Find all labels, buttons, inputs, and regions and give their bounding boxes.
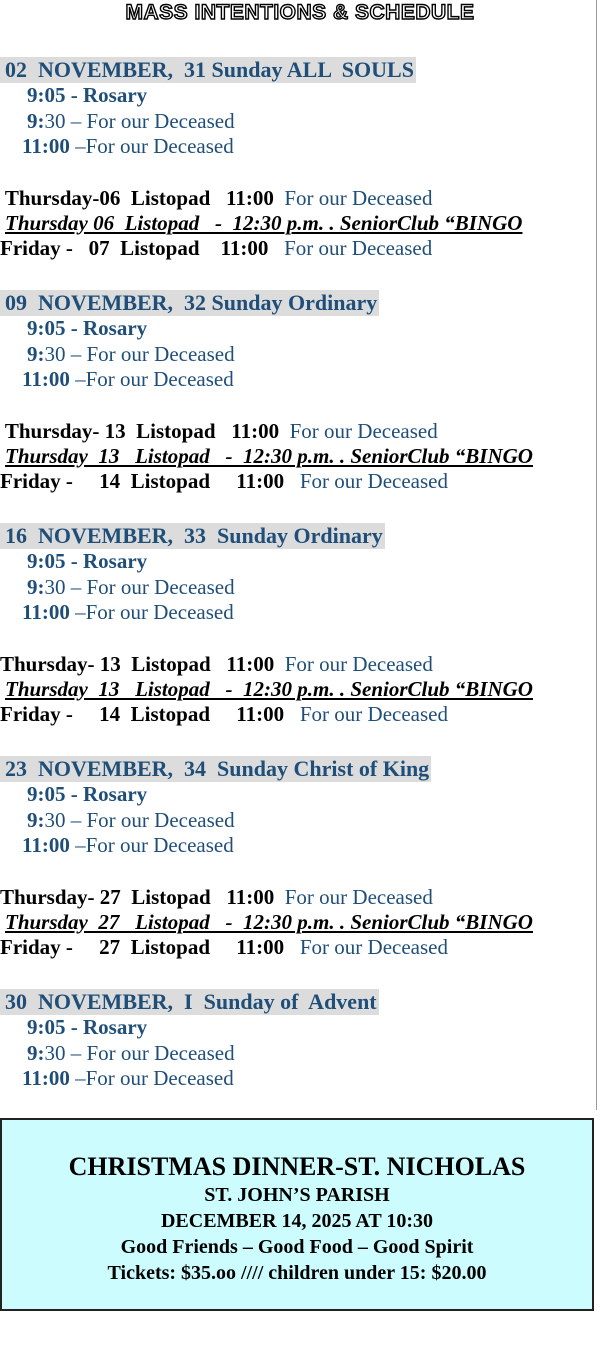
week-block-3 (0, 523, 600, 727)
sunday-header: 09 NOVEMBER, 32 Sunday Ordinary (0, 290, 379, 316)
friday-mass: Friday - 07 Listopad 11:00 For our Deceased (0, 235, 433, 260)
friday-mass: Friday - 14 Listopad 11:00 For our Deceased (0, 701, 448, 726)
mass-rosary: 9:05 - Rosary (27, 83, 148, 107)
banner-parish: ST. JOHN’S PARISH (204, 1184, 390, 1206)
thursday-mass: Thursday- 13 Listopad 11:00 For our Deceased (0, 418, 438, 443)
week-block-1 (0, 57, 600, 261)
sunday-header: 30 NOVEMBER, I Sunday of Advent (0, 989, 379, 1015)
mass-930: 9:30 – For our Deceased (27, 341, 235, 366)
banner-slogan: Good Friends – Good Food – Good Spirit (120, 1236, 474, 1258)
mass-1100: 11:00 –For our Deceased (22, 134, 234, 158)
page-title: MASS INTENTIONS & SCHEDULE (125, 1, 475, 24)
friday-mass: Friday - 27 Listopad 11:00 For our Deceased (0, 934, 448, 959)
bingo-notice: Thursday 27 Listopad - 12:30 p.m. . SeniorClub “BINGO (5, 909, 533, 934)
christmas-dinner-banner (0, 1118, 594, 1311)
mass-1100: 11:00 –For our Deceased (22, 600, 234, 624)
mass-rosary: 9:05 - Rosary (27, 1015, 148, 1039)
friday-mass: Friday - 14 Listopad 11:00 For our Deceased (0, 468, 448, 493)
mass-1100: 11:00 –For our Deceased (22, 367, 234, 391)
week-block-4 (0, 756, 600, 960)
bingo-notice: Thursday 06 Listopad - 12:30 p.m. . SeniorClub “BINGO (5, 210, 523, 235)
banner-tickets: Tickets: $35.oo //// children under 15: $20.00 (107, 1262, 487, 1284)
sunday-header: 23 NOVEMBER, 34 Sunday Christ of King (0, 756, 431, 782)
mass-1100: 11:00 –For our Deceased (22, 833, 234, 857)
mass-1100: 11:00 –For our Deceased (22, 1066, 234, 1090)
week-block-2 (0, 290, 600, 494)
sunday-header: 02 NOVEMBER, 31 Sunday ALL SOULS (0, 57, 416, 83)
bingo-notice: Thursday 13 Listopad - 12:30 p.m. . SeniorClub “BINGO (5, 443, 533, 468)
mass-rosary: 9:05 - Rosary (27, 549, 148, 573)
sunday-header: 16 NOVEMBER, 33 Sunday Ordinary (0, 523, 385, 549)
bingo-notice: Thursday 13 Listopad - 12:30 p.m. . SeniorClub “BINGO (5, 676, 533, 701)
banner-date: DECEMBER 14, 2025 AT 10:30 (160, 1210, 434, 1232)
thursday-mass: Thursday-06 Listopad 11:00 For our Deceased (0, 185, 433, 210)
thursday-mass: Thursday- 27 Listopad 11:00 For our Deceased (0, 884, 433, 909)
mass-rosary: 9:05 - Rosary (27, 316, 148, 340)
banner-title: CHRISTMAS DINNER-ST. NICHOLAS (68, 1152, 526, 1181)
mass-930: 9:30 – For our Deceased (27, 1040, 235, 1065)
mass-930: 9:30 – For our Deceased (27, 574, 235, 599)
thursday-mass: Thursday- 13 Listopad 11:00 For our Deceased (0, 651, 433, 676)
mass-930: 9:30 – For our Deceased (27, 807, 235, 832)
week-block-5 (0, 989, 600, 1092)
mass-930: 9:30 – For our Deceased (27, 108, 235, 133)
mass-rosary: 9:05 - Rosary (27, 782, 148, 806)
